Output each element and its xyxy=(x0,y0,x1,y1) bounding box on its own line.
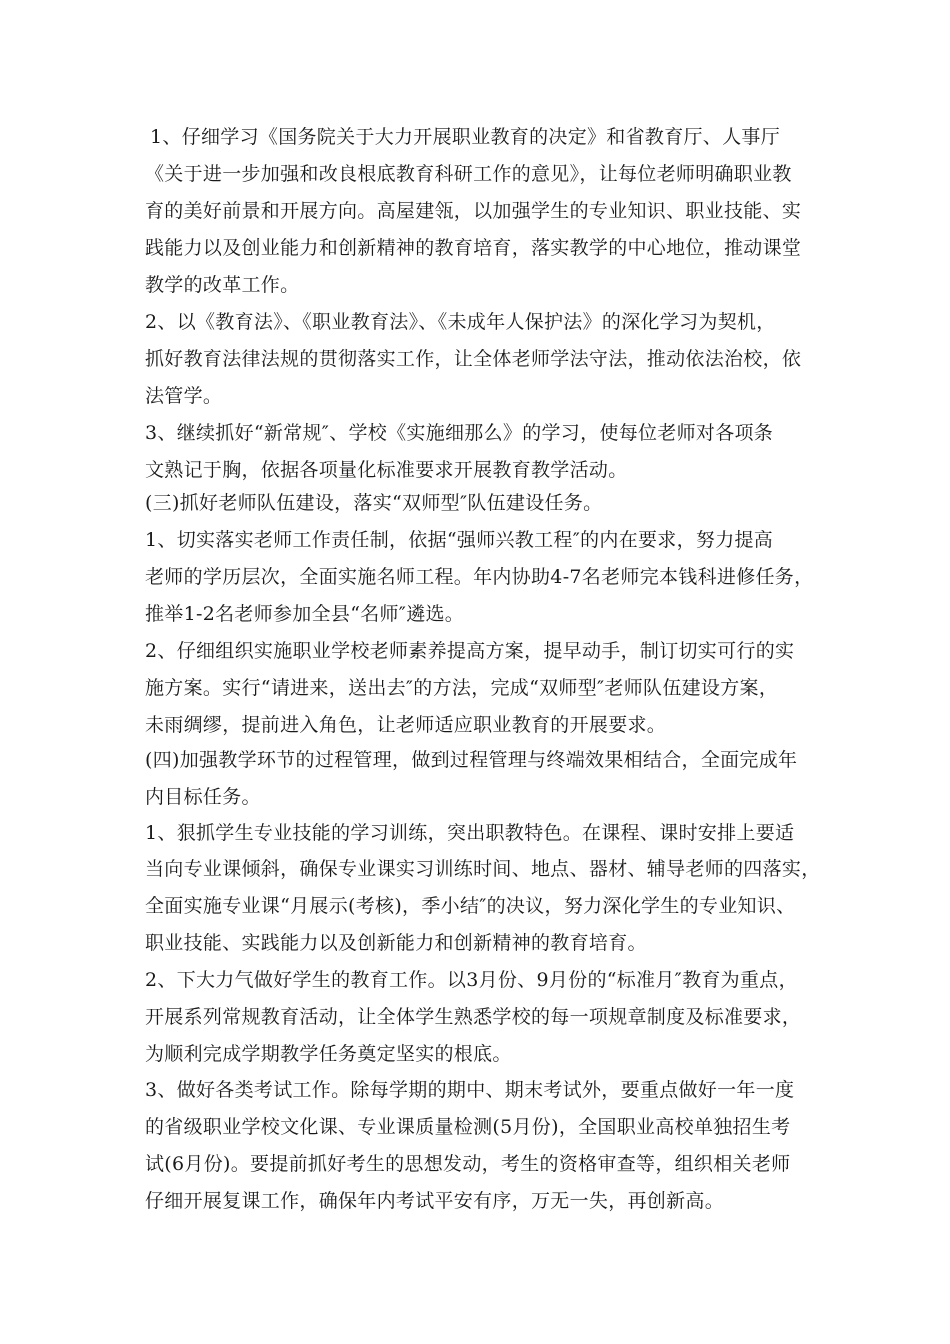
text-line: 为顺利完成学期教学任务奠定坚实的根底。 xyxy=(145,1043,512,1065)
text-line: 职业技能、实践能力以及创新能力和创新精神的教育培育。 xyxy=(145,932,647,954)
text-line: 当向专业课倾斜，确保专业课实习训练时间、地点、器材、辅导老师的四落实， xyxy=(145,858,821,880)
text-line: 的省级职业学校文化课、专业课质量检测(5月份)，全国职业高校单独招生考 xyxy=(145,1116,791,1138)
text-line: 2、仔细组织实施职业学校老师素养提高方案，提早动手，制订切实可行的实 xyxy=(145,640,795,662)
text-line: 文熟记于胸，依据各项量化标准要求开展教育教学活动。 xyxy=(145,459,628,481)
text-line: 3、继续抓好“新常规″、学校《实施细那么》的学习，使每位老师对各项条 xyxy=(145,422,774,444)
text-line: (三)抓好老师队伍建设，落实“双师型″队伍建设任务。 xyxy=(145,492,603,514)
text-line: 施方案。实行“请进来，送出去″的方法，完成“双师型″老师队伍建设方案， xyxy=(145,677,779,699)
text-line: 法管学。 xyxy=(145,385,223,407)
text-line: 育的美好前景和开展方向。高屋建瓴，以加强学生的专业知识、职业技能、实 xyxy=(145,200,802,222)
text-line: 《关于进一步加强和改良根底教育科研工作的意见》，让每位老师明确职业教 xyxy=(145,163,792,185)
text-line: 全面实施专业课“月展示(考核)，季小结″的决议，努力深化学生的专业知识、 xyxy=(145,895,796,917)
text-line: 1、切实落实老师工作责任制，依据“强师兴教工程″的内在要求，努力提高 xyxy=(145,529,774,551)
text-line: 试(6月份)。要提前抓好考生的思想发动，考生的资格审查等，组织相关老师 xyxy=(145,1153,791,1175)
text-line: 1、狠抓学生专业技能的学习训练，突出职教特色。在课程、课时安排上要适 xyxy=(145,822,795,844)
text-line: 老师的学历层次，全面实施名师工程。年内协助4-7名老师完本钱科进修任务， xyxy=(145,566,814,588)
text-line: 开展系列常规教育活动，让全体学生熟悉学校的每一项规章制度及标准要求， xyxy=(145,1006,802,1028)
text-line: 仔细开展复课工作，确保年内考试平安有序，万无一失，再创新高。 xyxy=(145,1190,725,1212)
text-line: 2、以《教育法》、《职业教育法》、《未成年人保护法》的深化学习为契机， xyxy=(145,311,776,333)
text-line: 2、下大力气做好学生的教育工作。以3月份、9月份的“标准月″教育为重点， xyxy=(145,969,798,991)
text-line: 3、做好各类考试工作。除每学期的期中、期末考试外，要重点做好一年一度 xyxy=(145,1079,795,1101)
text-line: 践能力以及创业能力和创新精神的教育培育，落实教学的中心地位，推动课堂 xyxy=(145,237,802,259)
text-line: 1、仔细学习《国务院关于大力开展职业教育的决定》和省教育厅、人事厅 xyxy=(150,126,780,148)
text-line: (四)加强教学环节的过程管理，做到过程管理与终端效果相结合，全面完成年 xyxy=(145,749,798,771)
text-line: 教学的改革工作。 xyxy=(145,274,300,296)
text-line: 内目标任务。 xyxy=(145,786,261,808)
text-line: 推举1-2名老师参加全县“名师″遴选。 xyxy=(145,603,465,625)
text-line: 抓好教育法律法规的贯彻落实工作，让全体老师学法守法，推动依法治校，依 xyxy=(145,348,802,370)
text-line: 未雨绸缪，提前进入角色，让老师适应职业教育的开展要求。 xyxy=(145,714,667,736)
